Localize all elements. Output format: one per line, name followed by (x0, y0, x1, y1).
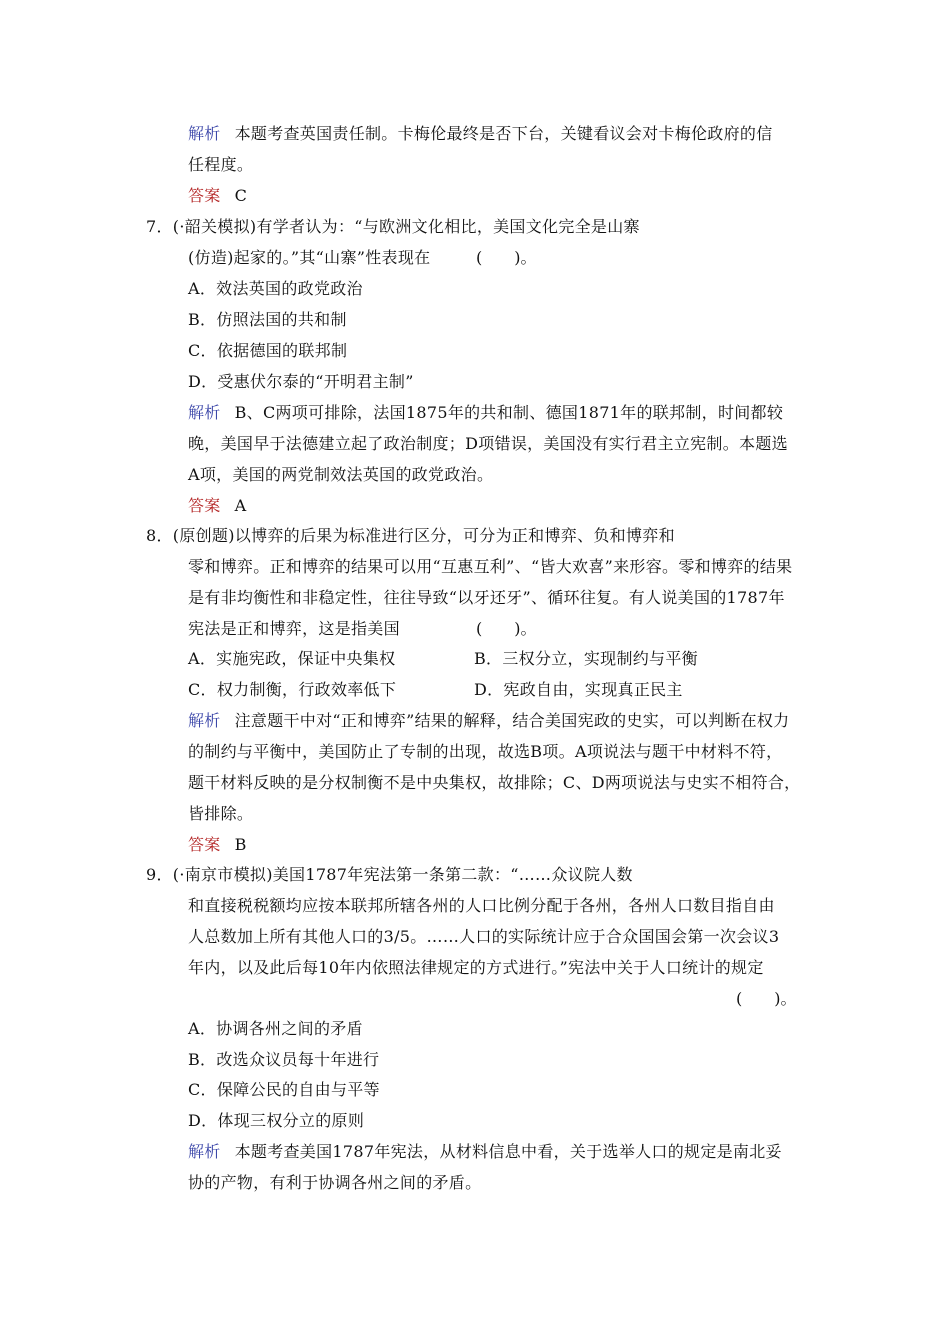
q9-stem-line-4: 年内，以及此后每10年内依照法律规定的方式进行。”宪法中关于人口统计的规定 (188, 958, 764, 977)
q8-option-c: C．权力制衡，行政效率低下 (188, 680, 397, 699)
q9-option-a: A．协调各州之间的矛盾 (188, 1019, 363, 1038)
q7-option-d: D．受惠伏尔泰的“开明君主制” (188, 372, 414, 391)
q7-answer-label: 答案 (188, 496, 221, 515)
q7-option-a: A．效法英国的政党政治 (188, 279, 363, 298)
q9-option-b: B．改选众议员每十年进行 (188, 1050, 380, 1069)
q9-stem-line-3: 人总数加上所有其他人口的3/5。……人口的实际统计应于合众国国会第一次会议3 (188, 927, 780, 946)
q8-analysis-line-3: 题干材料反映的是分权制衡不是中央集权，故排除；C、D两项说法与史实不相符合， (188, 773, 801, 792)
q9-option-c: C．保障公民的自由与平等 (188, 1080, 380, 1099)
q8-option-a: A．实施宪政，保证中央集权 (188, 649, 396, 668)
q9-option-d: D．体现三权分立的原则 (188, 1111, 365, 1130)
q8-analysis-label: 解析 (188, 711, 221, 730)
q6-answer-label: 答案 (188, 186, 221, 205)
q8-stem-line-4: 宪法是正和博弈，这是指美国 (188, 619, 400, 638)
q6-answer: 答案 C (188, 186, 248, 205)
q7-option-b: B．仿照法国的共和制 (188, 310, 347, 329)
q7-analysis-label: 解析 (188, 403, 221, 422)
q8-answer-label: 答案 (188, 835, 221, 854)
q9-analysis-line-2: 协的产物，有利于协调各州之间的矛盾。 (188, 1173, 482, 1192)
q8-option-b: B．三权分立，实现制约与平衡 (474, 649, 698, 668)
q7-answer-blank: ( )。 (476, 248, 537, 267)
q6-analysis-line-1: 解析 本题考查英国责任制。卡梅伦最终是否下台，关键看议会对卡梅伦政府的信 (188, 124, 773, 143)
q7-stem-line-2: (仿造)起家的。”其“山寨”性表现在 (188, 248, 431, 267)
q8-answer: 答案 B (188, 835, 247, 854)
q7-option-c: C．依据德国的联邦制 (188, 341, 348, 360)
q8-answer-blank: ( )。 (476, 619, 537, 638)
q8-analysis-line-2: 的制约与平衡中，美国防止了专制的出现，故选B项。A项说法与题干中材料不符， (188, 742, 783, 761)
q7-analysis-line-3: A项，美国的两党制效法英国的政党政治。 (188, 465, 494, 484)
q8-analysis-line-4: 皆排除。 (188, 804, 254, 823)
q7-analysis-line-2: 晚，美国早于法德建立起了政治制度；D项错误，美国没有实行君主立宪制。本题选 (188, 434, 788, 453)
q7-answer: 答案 A (188, 496, 247, 515)
q9-analysis-line-1: 解析 本题考查美国1787年宪法，从材料信息中看，关于选举人口的规定是南北妥 (188, 1142, 782, 1161)
q8-stem-line-2: 零和博弈。正和博弈的结果可以用“互惠互利”、“皆大欢喜”来形容。零和博弈的结果 (188, 557, 793, 576)
q8-option-d: D．宪政自由，实现真正民主 (474, 680, 683, 699)
q8-stem-line-3: 是有非均衡性和非稳定性，往往导致“以牙还牙”、循环往复。有人说美国的1787年 (188, 588, 785, 607)
q6-analysis-line-2: 任程度。 (188, 155, 254, 174)
q6-analysis-label: 解析 (188, 124, 221, 143)
q9-stem-line-1: 9．(·南京市模拟)美国1787年宪法第一条第二款：“……众议院人数 (146, 865, 633, 884)
q7-analysis-line-1: 解析 B、C两项可排除，法国1875年的共和制、德国1871年的联邦制，时间都较 (188, 403, 784, 422)
q9-analysis-label: 解析 (188, 1142, 221, 1161)
q8-analysis-line-1: 解析 注意题干中对“正和博弈”结果的解释，结合美国宪政的史实，可以判断在权力 (188, 711, 790, 730)
q8-stem-line-1: 8．(原创题)以博弈的后果为标准进行区分，可分为正和博弈、负和博弈和 (146, 526, 675, 545)
q9-stem-line-2: 和直接税税额均应按本联邦所辖各州的人口比例分配于各州，各州人口数目指自由 (188, 896, 775, 915)
q9-answer-blank: ( )。 (736, 989, 797, 1008)
q7-stem-line-1: 7．(·韶关模拟)有学者认为：“与欧洲文化相比，美国文化完全是山寨 (146, 217, 640, 236)
